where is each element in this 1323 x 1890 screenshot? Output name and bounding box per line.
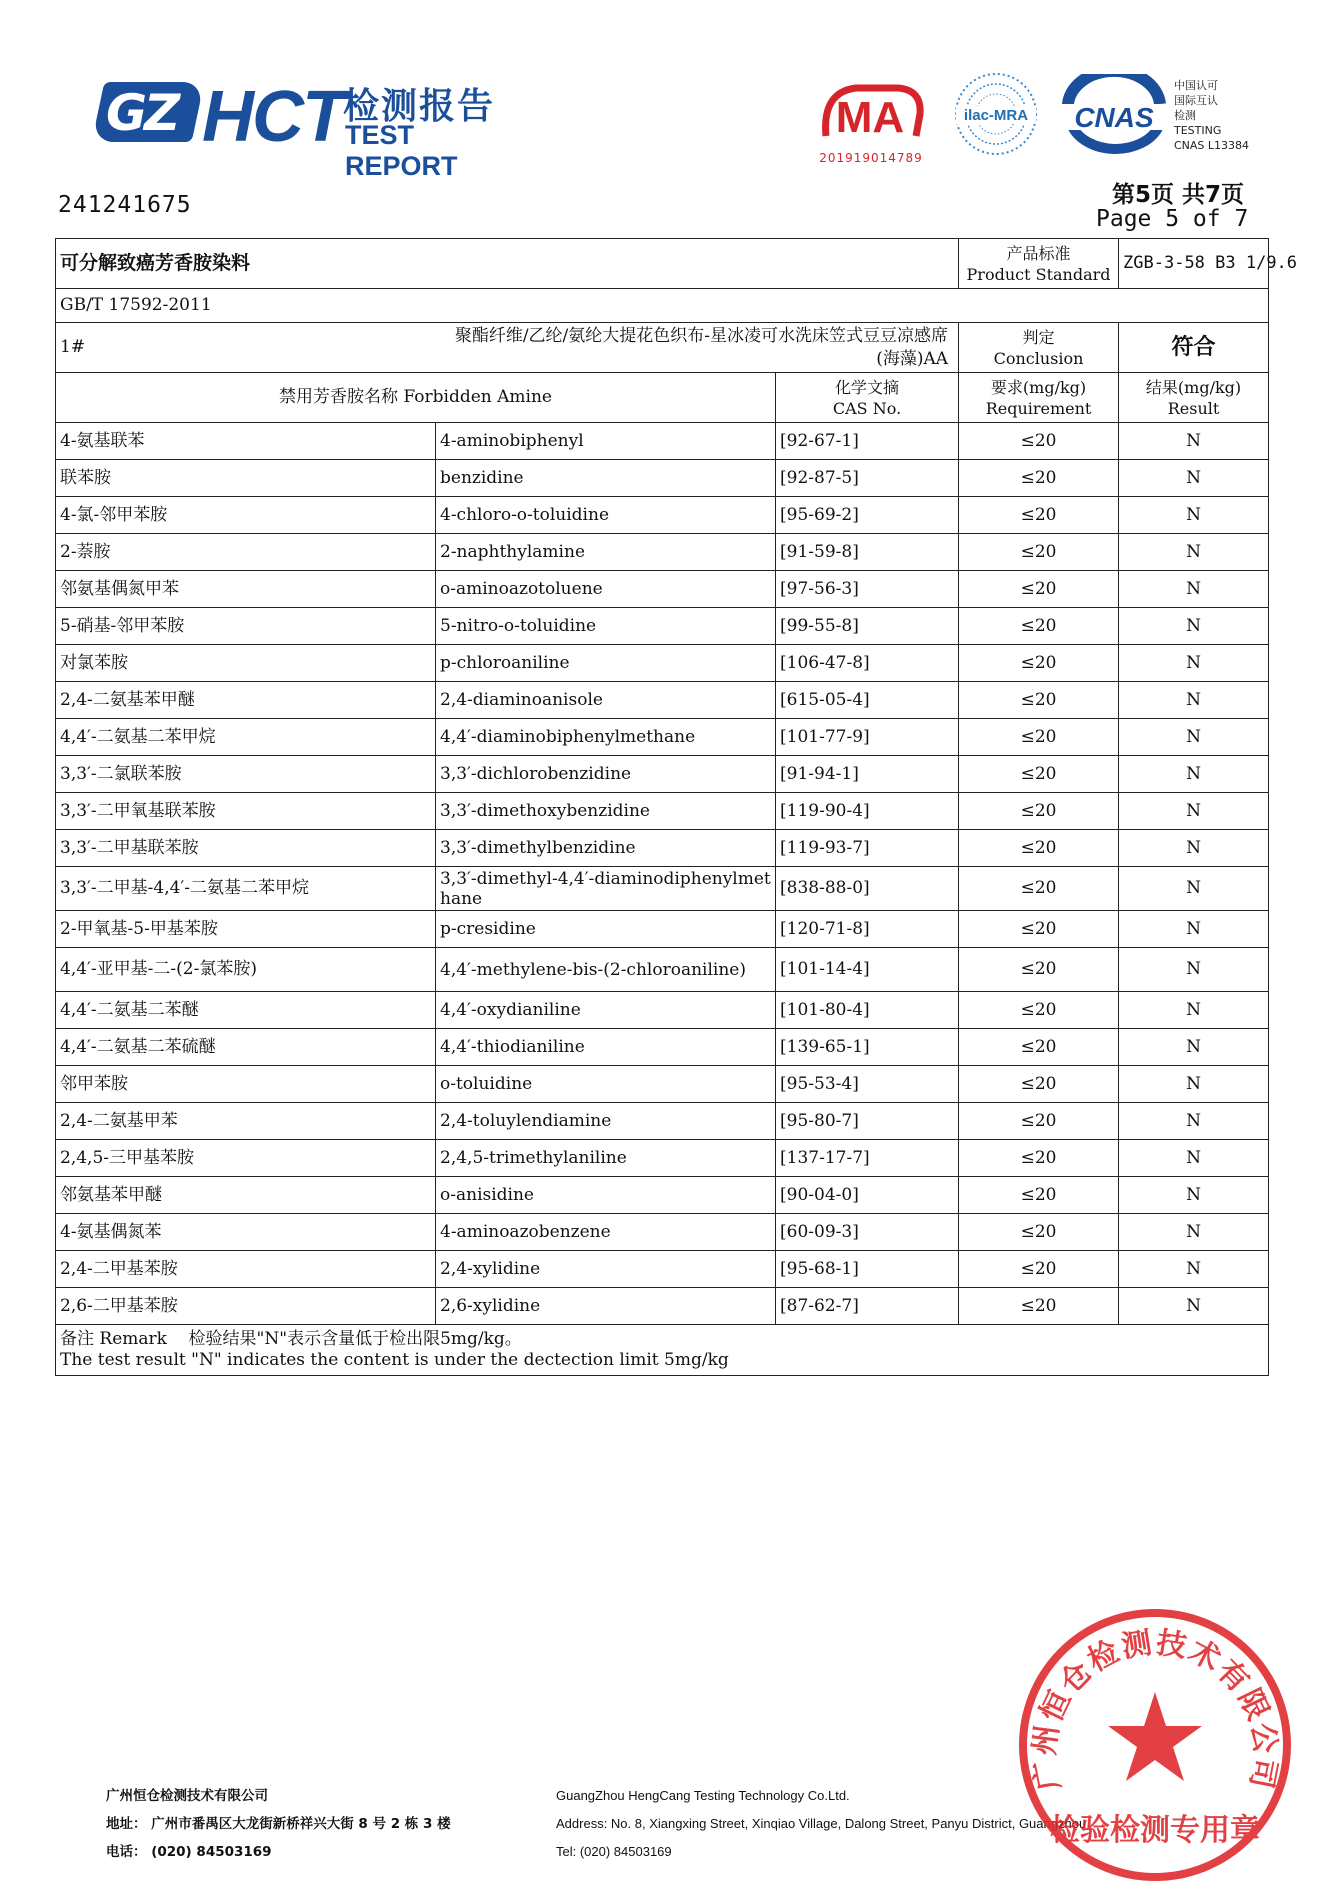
amine-name-cn: 邻甲苯胺 xyxy=(56,1066,436,1103)
sample-description: 聚酯纤维/乙纶/氨纶大提花色织布-星冰凌可水洗床笠式豆豆凉感席(海藻)AA xyxy=(436,323,959,373)
footer-tel-cn: 电话： (020) 84503169 xyxy=(106,1844,272,1860)
column-header-row xyxy=(56,373,1269,423)
table-row xyxy=(56,1214,1269,1251)
amine-name-en: 3,3′-dichlorobenzidine xyxy=(436,756,776,793)
amine-name-en: 3,3′-dimethylbenzidine xyxy=(436,830,776,867)
cas-number: [838-88-0] xyxy=(776,867,959,911)
cas-number: [95-69-2] xyxy=(776,497,959,534)
conclusion-label-cn: 判定 xyxy=(1022,327,1055,347)
result: N xyxy=(1119,571,1269,608)
footer-cn xyxy=(106,1782,451,1866)
footer-tel-en: Tel: (020) 84503169 xyxy=(556,1844,672,1859)
cma-logo xyxy=(812,74,930,170)
cas-number: [119-90-4] xyxy=(776,793,959,830)
table-row xyxy=(56,1177,1269,1214)
stamp-arc-text: 广州恒仓检测技术有限公司 xyxy=(1026,1625,1284,1794)
requirement: ≤20 xyxy=(959,608,1119,645)
conclusion-value: 符合 xyxy=(1119,323,1269,373)
requirement: ≤20 xyxy=(959,423,1119,460)
amine-name-cn: 3,3′-二甲氧基联苯胺 xyxy=(56,793,436,830)
amine-name-cn: 3,3′-二甲基-4,4′-二氨基二苯甲烷 xyxy=(56,867,436,911)
sample-number: 1# xyxy=(56,323,436,373)
cas-number: [99-55-8] xyxy=(776,608,959,645)
amine-name-en: 2,6-xylidine xyxy=(436,1288,776,1325)
col-header-cas-cn: 化学文摘 xyxy=(835,377,900,397)
table-row xyxy=(56,992,1269,1029)
hct-logo xyxy=(98,77,528,181)
amine-name-en: 2,4-xylidine xyxy=(436,1251,776,1288)
table-row xyxy=(56,1251,1269,1288)
product-standard-label-en: Product Standard xyxy=(966,264,1111,284)
amine-name-cn: 2-萘胺 xyxy=(56,534,436,571)
result: N xyxy=(1119,1103,1269,1140)
amine-name-cn: 4-氨基偶氮苯 xyxy=(56,1214,436,1251)
cas-number: [119-93-7] xyxy=(776,830,959,867)
result: N xyxy=(1119,1029,1269,1066)
hct-logo-text: HCT xyxy=(202,77,344,157)
page-indicator-en: Page 5 of 7 xyxy=(1096,206,1249,232)
requirement: ≤20 xyxy=(959,645,1119,682)
amine-name-cn: 2,4-二氨基苯甲醚 xyxy=(56,682,436,719)
cma-number: 201919014789 xyxy=(819,151,923,165)
amine-name-cn: 4-氨基联苯 xyxy=(56,423,436,460)
table-row xyxy=(56,948,1269,992)
table-row xyxy=(56,830,1269,867)
amine-name-en: o-toluidine xyxy=(436,1066,776,1103)
amine-name-cn: 邻氨基苯甲醚 xyxy=(56,1177,436,1214)
result: N xyxy=(1119,1288,1269,1325)
result: N xyxy=(1119,608,1269,645)
amine-name-en: 3,3′-dimethoxybenzidine xyxy=(436,793,776,830)
amine-name-cn: 对氯苯胺 xyxy=(56,645,436,682)
col-header-result-en: Result xyxy=(1167,398,1220,418)
col-header-requirement-cn: 要求(mg/kg) xyxy=(990,377,1087,397)
test-item-row xyxy=(56,239,1269,289)
amine-name-en: 4-aminoazobenzene xyxy=(436,1214,776,1251)
company-seal-stamp xyxy=(1010,1600,1300,1890)
requirement: ≤20 xyxy=(959,830,1119,867)
amine-name-en: o-aminoazotoluene xyxy=(436,571,776,608)
cas-number: [615-05-4] xyxy=(776,682,959,719)
ilac-mra-logo xyxy=(950,68,1042,160)
amine-name-cn: 邻氨基偶氮甲苯 xyxy=(56,571,436,608)
method-row xyxy=(56,289,1269,323)
amine-name-en: 4,4′-methylene-bis-(2-chloroaniline) xyxy=(436,948,776,992)
result: N xyxy=(1119,719,1269,756)
table-row xyxy=(56,793,1269,830)
cnas-line: 国际互认 xyxy=(1174,94,1218,107)
result: N xyxy=(1119,497,1269,534)
result: N xyxy=(1119,1177,1269,1214)
table-row xyxy=(56,1066,1269,1103)
conclusion-label-en: Conclusion xyxy=(993,348,1084,368)
amine-name-en: benzidine xyxy=(436,460,776,497)
requirement: ≤20 xyxy=(959,571,1119,608)
amine-name-en: p-chloroaniline xyxy=(436,645,776,682)
cas-number: [97-56-3] xyxy=(776,571,959,608)
cas-number: [95-68-1] xyxy=(776,1251,959,1288)
result: N xyxy=(1119,645,1269,682)
amine-name-en: 2,4-diaminoanisole xyxy=(436,682,776,719)
conclusion-label xyxy=(959,323,1119,373)
footer-company-cn: 广州恒仓检测技术有限公司 xyxy=(106,1788,268,1804)
table-row xyxy=(56,719,1269,756)
report-number: 241241675 xyxy=(58,192,192,218)
amine-name-cn: 4,4′-二氨基二苯硫醚 xyxy=(56,1029,436,1066)
cas-number: [120-71-8] xyxy=(776,911,959,948)
col-header-amine: 禁用芳香胺名称 Forbidden Amine xyxy=(56,373,776,423)
results-table xyxy=(55,238,1298,1376)
amine-name-en: o-anisidine xyxy=(436,1177,776,1214)
cas-number: [91-59-8] xyxy=(776,534,959,571)
col-header-cas xyxy=(776,373,959,423)
table-row xyxy=(56,645,1269,682)
requirement: ≤20 xyxy=(959,460,1119,497)
remark-en: The test result "N" indicates the content is under the dectection limit 5mg/kg xyxy=(60,1350,729,1370)
result: N xyxy=(1119,423,1269,460)
amine-name-cn: 3,3′-二氯联苯胺 xyxy=(56,756,436,793)
requirement: ≤20 xyxy=(959,534,1119,571)
result: N xyxy=(1119,992,1269,1029)
table-row xyxy=(56,1103,1269,1140)
amine-name-cn: 2,4-二甲基苯胺 xyxy=(56,1251,436,1288)
table-row xyxy=(56,1029,1269,1066)
cas-number: [101-77-9] xyxy=(776,719,959,756)
table-row xyxy=(56,756,1269,793)
requirement: ≤20 xyxy=(959,867,1119,911)
product-standard-label-cn: 产品标准 xyxy=(1006,243,1071,263)
requirement: ≤20 xyxy=(959,992,1119,1029)
col-header-requirement-en: Requirement xyxy=(985,398,1092,418)
result: N xyxy=(1119,1066,1269,1103)
cas-number: [101-14-4] xyxy=(776,948,959,992)
result: N xyxy=(1119,534,1269,571)
col-header-result xyxy=(1119,373,1269,423)
sample-row xyxy=(56,323,1269,373)
cnas-accreditation-text xyxy=(1174,78,1264,153)
requirement: ≤20 xyxy=(959,1177,1119,1214)
amine-name-cn: 2,6-二甲基苯胺 xyxy=(56,1288,436,1325)
table-row xyxy=(56,534,1269,571)
cas-number: [60-09-3] xyxy=(776,1214,959,1251)
result: N xyxy=(1119,830,1269,867)
amine-name-en: 2,4,5-trimethylaniline xyxy=(436,1140,776,1177)
amine-name-cn: 3,3′-二甲基联苯胺 xyxy=(56,830,436,867)
amine-name-en: 4,4′-diaminobiphenylmethane xyxy=(436,719,776,756)
requirement: ≤20 xyxy=(959,719,1119,756)
amine-name-cn: 4,4′-亚甲基-二-(2-氯苯胺) xyxy=(56,948,436,992)
cnas-line: 中国认可 xyxy=(1174,79,1218,92)
remark xyxy=(56,1325,1269,1376)
amine-name-cn: 联苯胺 xyxy=(56,460,436,497)
stamp-star-icon xyxy=(1108,1692,1202,1781)
cnas-line: 检测 xyxy=(1174,109,1196,122)
result: N xyxy=(1119,1214,1269,1251)
result: N xyxy=(1119,460,1269,497)
remark-row xyxy=(56,1325,1269,1376)
cnas-line: TESTING xyxy=(1174,124,1222,137)
stamp-bottom-text: 检验检测专用章 xyxy=(1050,1813,1260,1848)
product-standard-value: ZGB-3-58 B3 1/9.6 xyxy=(1119,239,1269,289)
cas-number: [90-04-0] xyxy=(776,1177,959,1214)
requirement: ≤20 xyxy=(959,1214,1119,1251)
page-indicator-cn: 第5页 共7页 xyxy=(1112,182,1245,208)
amine-name-en: 4-chloro-o-toluidine xyxy=(436,497,776,534)
cas-number: [92-67-1] xyxy=(776,423,959,460)
amine-name-en: p-cresidine xyxy=(436,911,776,948)
requirement: ≤20 xyxy=(959,497,1119,534)
amine-name-cn: 5-硝基-邻甲苯胺 xyxy=(56,608,436,645)
footer-address-en: Address: No. 8, Xiangxing Street, Xinqiao Village, Dalong Street, Panyu District, Guangzhou xyxy=(556,1816,1087,1831)
result: N xyxy=(1119,793,1269,830)
table-row xyxy=(56,682,1269,719)
requirement: ≤20 xyxy=(959,1066,1119,1103)
amine-name-en: 5-nitro-o-toluidine xyxy=(436,608,776,645)
footer-address-cn: 地址： 广州市番禺区大龙街新桥祥兴大街 8 号 2 栋 3 楼 xyxy=(106,1816,451,1832)
result: N xyxy=(1119,1140,1269,1177)
cnas-label: CNAS xyxy=(1074,102,1154,133)
amine-name-en: 4,4′-thiodianiline xyxy=(436,1029,776,1066)
cas-number: [91-94-1] xyxy=(776,756,959,793)
result: N xyxy=(1119,756,1269,793)
amine-name-en: 3,3′-dimethyl-4,4′-diaminodiphenylmethane xyxy=(436,867,776,911)
cas-number: [92-87-5] xyxy=(776,460,959,497)
result: N xyxy=(1119,911,1269,948)
requirement: ≤20 xyxy=(959,911,1119,948)
test-item: 可分解致癌芳香胺染料 xyxy=(56,239,959,289)
cas-number: [106-47-8] xyxy=(776,645,959,682)
cas-number: [95-53-4] xyxy=(776,1066,959,1103)
amine-name-cn: 4,4′-二氨基二苯醚 xyxy=(56,992,436,1029)
amine-name-cn: 2,4,5-三甲基苯胺 xyxy=(56,1140,436,1177)
amine-name-en: 2,4-toluylendiamine xyxy=(436,1103,776,1140)
result: N xyxy=(1119,867,1269,911)
amine-name-en: 4,4′-oxydianiline xyxy=(436,992,776,1029)
table-row xyxy=(56,571,1269,608)
requirement: ≤20 xyxy=(959,682,1119,719)
remark-cn: 备注 Remark 检验结果"N"表示含量低于检出限5mg/kg。 xyxy=(60,1329,522,1349)
requirement: ≤20 xyxy=(959,1140,1119,1177)
requirement: ≤20 xyxy=(959,1103,1119,1140)
table-row xyxy=(56,1288,1269,1325)
test-method: GB/T 17592-2011 xyxy=(56,289,1269,323)
cma-label: MA xyxy=(835,93,905,142)
table-row xyxy=(56,608,1269,645)
requirement: ≤20 xyxy=(959,1251,1119,1288)
table-row xyxy=(56,423,1269,460)
amine-name-en: 2-naphthylamine xyxy=(436,534,776,571)
cas-number: [95-80-7] xyxy=(776,1103,959,1140)
table-row xyxy=(56,867,1269,911)
amine-name-cn: 2-甲氧基-5-甲基苯胺 xyxy=(56,911,436,948)
table-row xyxy=(56,1140,1269,1177)
ilac-label: ilac-MRA xyxy=(963,107,1029,124)
result: N xyxy=(1119,682,1269,719)
cas-number: [139-65-1] xyxy=(776,1029,959,1066)
requirement: ≤20 xyxy=(959,793,1119,830)
col-header-cas-en: CAS No. xyxy=(832,398,902,418)
report-title-en: TEST REPORT xyxy=(345,120,458,181)
table-row xyxy=(56,911,1269,948)
cas-number: [137-17-7] xyxy=(776,1140,959,1177)
col-header-result-cn: 结果(mg/kg) xyxy=(1145,377,1242,397)
requirement: ≤20 xyxy=(959,1029,1119,1066)
report-title-cn: 检测报告 xyxy=(343,86,496,127)
requirement: ≤20 xyxy=(959,1288,1119,1325)
table-row xyxy=(56,460,1269,497)
table-row xyxy=(56,497,1269,534)
amine-name-cn: 4-氯-邻甲苯胺 xyxy=(56,497,436,534)
cnas-logo xyxy=(1058,74,1170,158)
result: N xyxy=(1119,1251,1269,1288)
gz-logo-text: GZ xyxy=(106,84,178,142)
requirement: ≤20 xyxy=(959,948,1119,992)
cnas-line: CNAS L13384 xyxy=(1174,139,1250,152)
amine-name-cn: 2,4-二氨基甲苯 xyxy=(56,1103,436,1140)
cas-number: [87-62-7] xyxy=(776,1288,959,1325)
requirement: ≤20 xyxy=(959,756,1119,793)
footer-en xyxy=(556,1782,1086,1866)
col-header-requirement xyxy=(959,373,1119,423)
amine-name-cn: 4,4′-二氨基二苯甲烷 xyxy=(56,719,436,756)
cas-number: [101-80-4] xyxy=(776,992,959,1029)
footer-company-en: GuangZhou HengCang Testing Technology Co.Ltd. xyxy=(556,1788,850,1803)
result: N xyxy=(1119,948,1269,992)
amine-name-en: 4-aminobiphenyl xyxy=(436,423,776,460)
product-standard-label xyxy=(959,239,1119,289)
